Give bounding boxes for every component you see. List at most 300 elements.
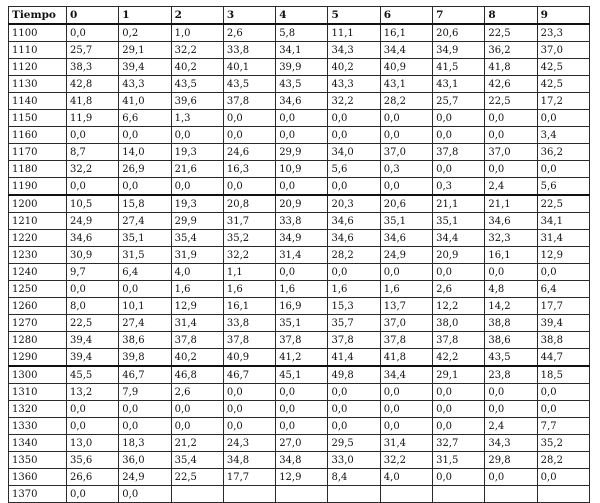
value-cell: 22,5 <box>67 315 119 332</box>
value-cell: 28,2 <box>328 247 380 264</box>
value-cell: 1,6 <box>223 281 275 298</box>
value-cell: 27,4 <box>119 315 171 332</box>
value-cell: 36,0 <box>119 452 171 469</box>
value-cell: 0,0 <box>537 264 589 281</box>
value-cell: 17,2 <box>537 93 589 110</box>
value-cell: 39,4 <box>67 349 119 367</box>
header-col-6: 6 <box>380 7 432 25</box>
value-cell: 22,5 <box>537 195 589 213</box>
value-cell: 33,8 <box>276 213 328 230</box>
value-cell: 24,9 <box>67 213 119 230</box>
value-cell: 32,3 <box>485 230 537 247</box>
value-cell: 27,0 <box>276 435 328 452</box>
table-row <box>9 213 590 230</box>
time-cell: 1300 <box>9 366 67 384</box>
value-cell: 37,0 <box>537 42 589 59</box>
value-cell: 24,9 <box>380 247 432 264</box>
time-cell: 1290 <box>9 349 67 367</box>
table-row <box>9 401 590 418</box>
header-row <box>9 7 590 25</box>
value-cell: 37,8 <box>223 332 275 349</box>
value-cell: 34,6 <box>485 213 537 230</box>
value-cell: 0,0 <box>433 161 485 178</box>
value-cell: 38,8 <box>537 332 589 349</box>
value-cell: 0,0 <box>276 418 328 435</box>
value-cell: 0,0 <box>433 384 485 401</box>
value-cell: 1,6 <box>276 281 328 298</box>
value-cell: 31,9 <box>171 247 223 264</box>
value-cell <box>380 486 432 503</box>
table-row <box>9 332 590 349</box>
value-cell: 34,8 <box>223 452 275 469</box>
header-col-9: 9 <box>537 7 589 25</box>
value-cell: 34,1 <box>537 213 589 230</box>
data-table <box>8 6 590 503</box>
table-row <box>9 230 590 247</box>
value-cell: 35,2 <box>537 435 589 452</box>
value-cell: 0,0 <box>223 418 275 435</box>
time-cell: 1160 <box>9 127 67 144</box>
value-cell: 33,8 <box>223 315 275 332</box>
table-row <box>9 247 590 264</box>
value-cell: 0,0 <box>119 401 171 418</box>
table-row <box>9 195 590 213</box>
table-row <box>9 127 590 144</box>
value-cell: 0,0 <box>380 127 432 144</box>
time-cell: 1130 <box>9 76 67 93</box>
value-cell: 0,2 <box>119 24 171 42</box>
table-row <box>9 366 590 384</box>
value-cell: 0,0 <box>485 161 537 178</box>
value-cell: 32,2 <box>67 161 119 178</box>
value-cell: 12,9 <box>171 298 223 315</box>
value-cell: 13,7 <box>380 298 432 315</box>
value-cell: 2,4 <box>485 178 537 196</box>
value-cell: 35,1 <box>276 315 328 332</box>
value-cell: 0,0 <box>328 418 380 435</box>
value-cell: 21,1 <box>433 195 485 213</box>
value-cell: 10,5 <box>67 195 119 213</box>
value-cell: 10,1 <box>119 298 171 315</box>
value-cell: 28,2 <box>537 452 589 469</box>
value-cell: 32,2 <box>380 452 432 469</box>
value-cell: 34,4 <box>380 42 432 59</box>
value-cell: 40,2 <box>328 59 380 76</box>
value-cell: 0,0 <box>328 110 380 127</box>
value-cell: 37,8 <box>380 332 432 349</box>
value-cell: 37,0 <box>380 315 432 332</box>
value-cell: 23,3 <box>537 24 589 42</box>
value-cell: 35,2 <box>223 230 275 247</box>
time-cell: 1150 <box>9 110 67 127</box>
value-cell: 32,7 <box>433 435 485 452</box>
value-cell: 20,9 <box>276 195 328 213</box>
value-cell: 0,0 <box>276 401 328 418</box>
value-cell: 27,4 <box>119 213 171 230</box>
value-cell: 26,6 <box>67 469 119 486</box>
value-cell: 0,0 <box>380 418 432 435</box>
value-cell: 20,9 <box>433 247 485 264</box>
value-cell: 0,0 <box>328 178 380 196</box>
value-cell: 41,4 <box>328 349 380 367</box>
value-cell: 43,5 <box>485 349 537 367</box>
value-cell: 46,7 <box>223 366 275 384</box>
value-cell: 49,8 <box>328 366 380 384</box>
value-cell: 0,0 <box>276 178 328 196</box>
value-cell: 46,8 <box>171 366 223 384</box>
value-cell: 32,2 <box>223 247 275 264</box>
time-cell: 1250 <box>9 281 67 298</box>
value-cell: 21,2 <box>171 435 223 452</box>
value-cell: 7,9 <box>119 384 171 401</box>
value-cell: 8,0 <box>67 298 119 315</box>
value-cell <box>276 486 328 503</box>
time-cell: 1310 <box>9 384 67 401</box>
table-row <box>9 486 590 503</box>
value-cell: 2,6 <box>171 384 223 401</box>
value-cell: 38,0 <box>433 315 485 332</box>
value-cell: 1,6 <box>380 281 432 298</box>
value-cell: 16,9 <box>276 298 328 315</box>
value-cell: 11,9 <box>67 110 119 127</box>
value-cell: 22,5 <box>171 469 223 486</box>
value-cell: 34,6 <box>328 230 380 247</box>
value-cell: 29,1 <box>433 366 485 384</box>
value-cell: 0,0 <box>223 110 275 127</box>
value-cell: 43,3 <box>119 76 171 93</box>
value-cell: 35,6 <box>67 452 119 469</box>
value-cell: 14,2 <box>485 298 537 315</box>
value-cell: 0,0 <box>433 110 485 127</box>
table-row <box>9 315 590 332</box>
table-row <box>9 161 590 178</box>
time-cell: 1140 <box>9 93 67 110</box>
value-cell: 24,3 <box>223 435 275 452</box>
value-cell: 35,1 <box>433 213 485 230</box>
value-cell: 39,4 <box>119 59 171 76</box>
value-cell: 0,0 <box>119 486 171 503</box>
time-cell: 1350 <box>9 452 67 469</box>
value-cell: 0,0 <box>119 418 171 435</box>
value-cell <box>223 486 275 503</box>
value-cell: 0,3 <box>380 161 432 178</box>
value-cell: 0,0 <box>276 264 328 281</box>
value-cell: 34,8 <box>276 452 328 469</box>
value-cell: 34,1 <box>276 42 328 59</box>
header-col-5: 5 <box>328 7 380 25</box>
value-cell: 0,0 <box>433 469 485 486</box>
value-cell: 45,1 <box>276 366 328 384</box>
value-cell: 42,2 <box>433 349 485 367</box>
value-cell: 0,0 <box>537 401 589 418</box>
value-cell: 24,9 <box>119 469 171 486</box>
value-cell: 42,5 <box>537 76 589 93</box>
value-cell: 0,0 <box>67 127 119 144</box>
time-cell: 1270 <box>9 315 67 332</box>
header-col-0: 0 <box>67 7 119 25</box>
value-cell: 0,0 <box>328 384 380 401</box>
value-cell: 41,0 <box>119 93 171 110</box>
value-cell: 34,9 <box>433 42 485 59</box>
value-cell: 0,0 <box>485 401 537 418</box>
value-cell: 6,6 <box>119 110 171 127</box>
value-cell: 46,7 <box>119 366 171 384</box>
value-cell: 0,0 <box>171 127 223 144</box>
value-cell: 0,0 <box>67 486 119 503</box>
header-tiempo: Tiempo <box>9 7 67 25</box>
time-cell: 1280 <box>9 332 67 349</box>
value-cell: 0,0 <box>223 384 275 401</box>
time-cell: 1170 <box>9 144 67 161</box>
header-col-3: 3 <box>223 7 275 25</box>
value-cell: 5,6 <box>537 178 589 196</box>
value-cell: 28,2 <box>380 93 432 110</box>
value-cell: 11,1 <box>328 24 380 42</box>
value-cell: 37,8 <box>223 93 275 110</box>
value-cell: 34,6 <box>328 213 380 230</box>
value-cell: 24,6 <box>223 144 275 161</box>
value-cell: 15,8 <box>119 195 171 213</box>
value-cell: 22,5 <box>485 93 537 110</box>
value-cell: 0,0 <box>223 178 275 196</box>
value-cell: 0,0 <box>328 264 380 281</box>
value-cell: 26,9 <box>119 161 171 178</box>
value-cell: 21,6 <box>171 161 223 178</box>
value-cell: 31,4 <box>537 230 589 247</box>
value-cell: 29,9 <box>276 144 328 161</box>
table-row <box>9 435 590 452</box>
value-cell: 40,2 <box>171 349 223 367</box>
header-col-8: 8 <box>485 7 537 25</box>
value-cell: 23,8 <box>485 366 537 384</box>
time-cell: 1240 <box>9 264 67 281</box>
value-cell: 0,0 <box>276 110 328 127</box>
value-cell: 35,7 <box>328 315 380 332</box>
value-cell: 39,9 <box>276 59 328 76</box>
table-row <box>9 42 590 59</box>
value-cell: 35,1 <box>380 213 432 230</box>
value-cell: 4,8 <box>485 281 537 298</box>
value-cell: 6,4 <box>119 264 171 281</box>
value-cell: 0,0 <box>276 384 328 401</box>
value-cell: 16,1 <box>223 298 275 315</box>
table-row <box>9 59 590 76</box>
value-cell: 1,3 <box>171 110 223 127</box>
value-cell: 4,0 <box>171 264 223 281</box>
table-row <box>9 469 590 486</box>
time-cell: 1330 <box>9 418 67 435</box>
value-cell: 20,8 <box>223 195 275 213</box>
value-cell: 34,0 <box>328 144 380 161</box>
value-cell: 25,7 <box>433 93 485 110</box>
value-cell: 37,8 <box>433 144 485 161</box>
value-cell: 45,5 <box>67 366 119 384</box>
value-cell: 0,0 <box>485 469 537 486</box>
value-cell: 43,1 <box>380 76 432 93</box>
value-cell: 34,3 <box>485 435 537 452</box>
value-cell: 43,3 <box>328 76 380 93</box>
time-cell: 1110 <box>9 42 67 59</box>
value-cell: 39,4 <box>537 315 589 332</box>
value-cell: 10,9 <box>276 161 328 178</box>
value-cell: 33,0 <box>328 452 380 469</box>
value-cell: 34,9 <box>276 230 328 247</box>
value-cell: 41,2 <box>276 349 328 367</box>
value-cell: 2,6 <box>223 24 275 42</box>
value-cell: 40,9 <box>380 59 432 76</box>
value-cell: 2,4 <box>485 418 537 435</box>
time-cell: 1220 <box>9 230 67 247</box>
value-cell <box>328 486 380 503</box>
value-cell: 0,0 <box>380 384 432 401</box>
table-row <box>9 349 590 367</box>
time-cell: 1200 <box>9 195 67 213</box>
value-cell: 43,5 <box>223 76 275 93</box>
value-cell: 34,4 <box>380 366 432 384</box>
value-cell: 0,0 <box>433 401 485 418</box>
value-cell: 2,6 <box>433 281 485 298</box>
header-col-1: 1 <box>119 7 171 25</box>
value-cell: 20,3 <box>328 195 380 213</box>
value-cell: 0,0 <box>119 281 171 298</box>
value-cell: 3,4 <box>537 127 589 144</box>
value-cell: 9,7 <box>67 264 119 281</box>
value-cell: 20,6 <box>380 195 432 213</box>
value-cell: 0,0 <box>485 127 537 144</box>
value-cell: 0,0 <box>276 127 328 144</box>
value-cell: 32,2 <box>328 93 380 110</box>
value-cell: 33,8 <box>223 42 275 59</box>
value-cell: 0,0 <box>380 110 432 127</box>
value-cell: 39,6 <box>171 93 223 110</box>
value-cell: 0,0 <box>67 401 119 418</box>
table-row <box>9 264 590 281</box>
value-cell: 0,0 <box>171 401 223 418</box>
value-cell: 21,1 <box>485 195 537 213</box>
table-row <box>9 281 590 298</box>
value-cell: 0,0 <box>537 469 589 486</box>
time-cell: 1370 <box>9 486 67 503</box>
value-cell: 43,5 <box>276 76 328 93</box>
header-col-4: 4 <box>276 7 328 25</box>
value-cell: 0,0 <box>119 127 171 144</box>
value-cell <box>537 486 589 503</box>
value-cell: 31,5 <box>119 247 171 264</box>
value-cell: 13,0 <box>67 435 119 452</box>
value-cell: 0,0 <box>380 178 432 196</box>
value-cell: 17,7 <box>537 298 589 315</box>
value-cell: 43,5 <box>171 76 223 93</box>
value-cell: 31,4 <box>171 315 223 332</box>
value-cell: 34,6 <box>380 230 432 247</box>
table-row <box>9 298 590 315</box>
value-cell: 32,2 <box>171 42 223 59</box>
time-cell: 1260 <box>9 298 67 315</box>
value-cell <box>171 486 223 503</box>
value-cell: 0,0 <box>171 418 223 435</box>
value-cell: 31,4 <box>380 435 432 452</box>
value-cell: 12,2 <box>433 298 485 315</box>
value-cell: 18,5 <box>537 366 589 384</box>
value-cell: 0,0 <box>67 178 119 196</box>
value-cell: 0,0 <box>67 281 119 298</box>
value-cell: 40,2 <box>171 59 223 76</box>
time-cell: 1320 <box>9 401 67 418</box>
value-cell: 37,0 <box>380 144 432 161</box>
time-cell: 1340 <box>9 435 67 452</box>
value-cell: 41,8 <box>67 93 119 110</box>
value-cell: 1,1 <box>223 264 275 281</box>
value-cell: 17,7 <box>223 469 275 486</box>
time-cell: 1210 <box>9 213 67 230</box>
value-cell: 31,5 <box>433 452 485 469</box>
value-cell: 38,8 <box>485 315 537 332</box>
value-cell: 37,8 <box>276 332 328 349</box>
value-cell: 36,2 <box>485 42 537 59</box>
value-cell: 38,6 <box>119 332 171 349</box>
time-cell: 1360 <box>9 469 67 486</box>
value-cell: 0,0 <box>537 161 589 178</box>
value-cell: 37,8 <box>171 332 223 349</box>
value-cell: 42,6 <box>485 76 537 93</box>
value-cell: 43,1 <box>433 76 485 93</box>
table-row <box>9 93 590 110</box>
value-cell <box>433 486 485 503</box>
value-cell: 22,5 <box>485 24 537 42</box>
header-col-7: 7 <box>433 7 485 25</box>
value-cell: 14,0 <box>119 144 171 161</box>
value-cell: 29,5 <box>328 435 380 452</box>
value-cell: 0,0 <box>485 384 537 401</box>
table-body <box>9 24 590 503</box>
value-cell: 29,1 <box>119 42 171 59</box>
value-cell: 42,5 <box>537 59 589 76</box>
table-row <box>9 144 590 161</box>
value-cell: 5,6 <box>328 161 380 178</box>
value-cell: 34,6 <box>276 93 328 110</box>
value-cell: 8,7 <box>67 144 119 161</box>
value-cell: 0,0 <box>380 264 432 281</box>
time-cell: 1100 <box>9 24 67 42</box>
value-cell: 0,0 <box>433 264 485 281</box>
value-cell: 0,0 <box>67 418 119 435</box>
value-cell: 16,3 <box>223 161 275 178</box>
value-cell: 36,2 <box>537 144 589 161</box>
value-cell: 0,0 <box>485 264 537 281</box>
value-cell: 40,1 <box>223 59 275 76</box>
value-cell: 39,4 <box>67 332 119 349</box>
value-cell: 37,8 <box>433 332 485 349</box>
value-cell: 7,7 <box>537 418 589 435</box>
header-col-2: 2 <box>171 7 223 25</box>
value-cell: 16,1 <box>485 247 537 264</box>
value-cell: 0,0 <box>67 24 119 42</box>
value-cell: 0,0 <box>328 127 380 144</box>
value-cell: 37,8 <box>328 332 380 349</box>
value-cell: 12,9 <box>537 247 589 264</box>
value-cell: 37,0 <box>485 144 537 161</box>
value-cell: 20,6 <box>433 24 485 42</box>
value-cell: 16,1 <box>380 24 432 42</box>
table-row <box>9 110 590 127</box>
value-cell: 0,0 <box>433 418 485 435</box>
value-cell: 13,2 <box>67 384 119 401</box>
value-cell: 39,8 <box>119 349 171 367</box>
value-cell: 35,4 <box>171 230 223 247</box>
value-cell: 0,3 <box>433 178 485 196</box>
value-cell: 19,3 <box>171 144 223 161</box>
value-cell: 34,4 <box>433 230 485 247</box>
